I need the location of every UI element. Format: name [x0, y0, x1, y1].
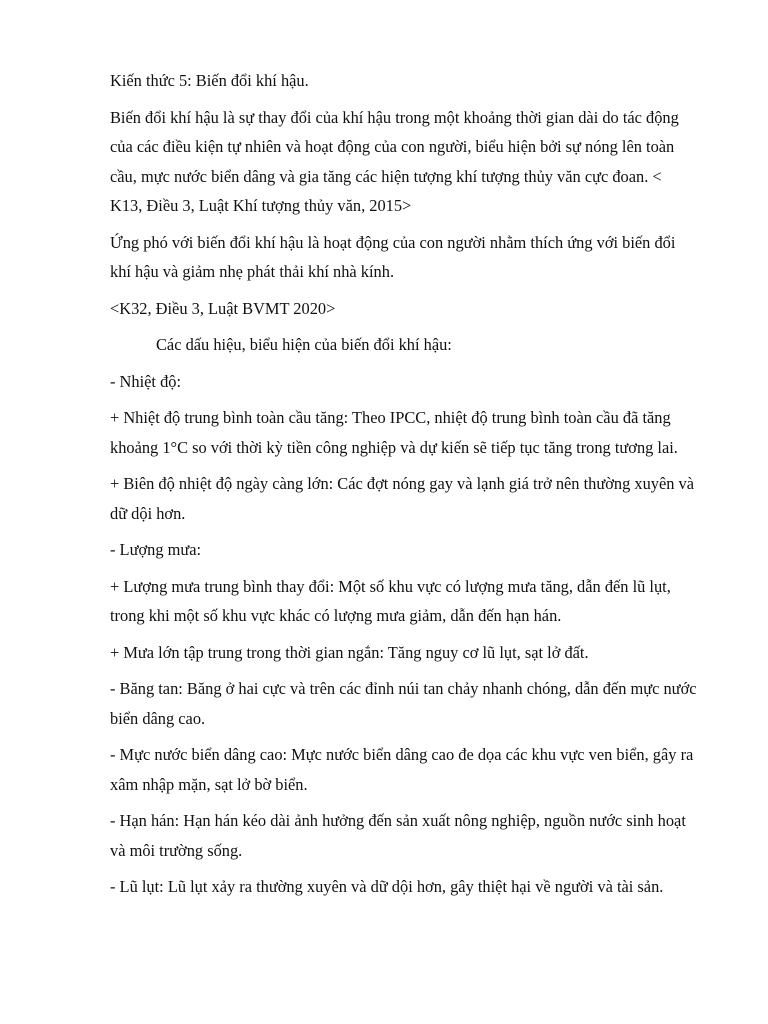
list-item-sea-level: - Mực nước biển dâng cao: Mực nước biển dâng cao đe dọa các khu vực ven biển, gây ra xâm nhập mặn, sạt lở bờ biển. [110, 745, 694, 794]
definition-climate-response: Ứng phó với biến đổi khí hậu là hoạt động của con người nhằm thích ứng với biến đổi khí hậu và giảm nhẹ phát thải khí nhà kính. [110, 232, 676, 281]
document-page [110, 66, 698, 909]
list-item-flood: - Lũ lụt: Lũ lụt xảy ra thường xuyên và dữ dội hơn, gây thiệt hại về người và tài sản. [110, 877, 664, 896]
list-item-drought: - Hạn hán: Hạn hán kéo dài ảnh hưởng đến sản xuất nông nghiệp, nguồn nước sinh hoạt và môi trường sống. [110, 811, 686, 860]
definition-climate-change: Biến đổi khí hậu là sự thay đổi của khí hậu trong một khoảng thời gian dài do tác động của các điều kiện tự nhiên và hoạt động của con người, biểu hiện bởi sự nóng lên toàn cầu, mực nước biển dâng và gia tăng các hiện tượng khí tượng thủy văn cực đoan. < K13, Điều 3, Luật Khí tượng thủy văn, 2015> [110, 107, 679, 215]
list-item-ice-melt: - Băng tan: Băng ở hai cực và trên các đỉnh núi tan chảy nhanh chóng, dẫn đến mực nước biển dâng cao. [110, 679, 697, 728]
sub-item-temperature-amplitude: + Biên độ nhiệt độ ngày càng lớn: Các đợt nóng gay và lạnh giá trở nên thường xuyên và dữ dội hơn. [110, 474, 695, 523]
sub-item-heavy-rain: + Mưa lớn tập trung trong thời gian ngắn: Tăng nguy cơ lũ lụt, sạt lở đất. [110, 642, 589, 662]
list-item-temperature: - Nhiệt độ: [110, 371, 182, 391]
list-item-rainfall: - Lượng mưa: [110, 540, 202, 559]
signs-heading: Các dấu hiệu, biểu hiện của biến đổi khí hậu: [156, 335, 452, 354]
legal-citation: <K32, Điều 3, Luật BVMT 2020> [110, 298, 336, 318]
section-heading: Kiến thức 5: Biến đổi khí hậu. [110, 71, 309, 90]
sub-item-average-temperature: + Nhiệt độ trung bình toàn cầu tăng: Theo IPCC, nhiệt độ trung bình toàn cầu đã tăng khoảng 1°C so với thời kỳ tiền công nghiệp và dự kiến sẽ tiếp tục tăng trong tương lai. [110, 408, 678, 457]
sub-item-average-rainfall: + Lượng mưa trung bình thay đổi: Một số khu vực có lượng mưa tăng, dẫn đến lũ lụt, trong khi một số khu vực khác có lượng mưa giảm, dẫn đến hạn hán. [110, 576, 671, 625]
